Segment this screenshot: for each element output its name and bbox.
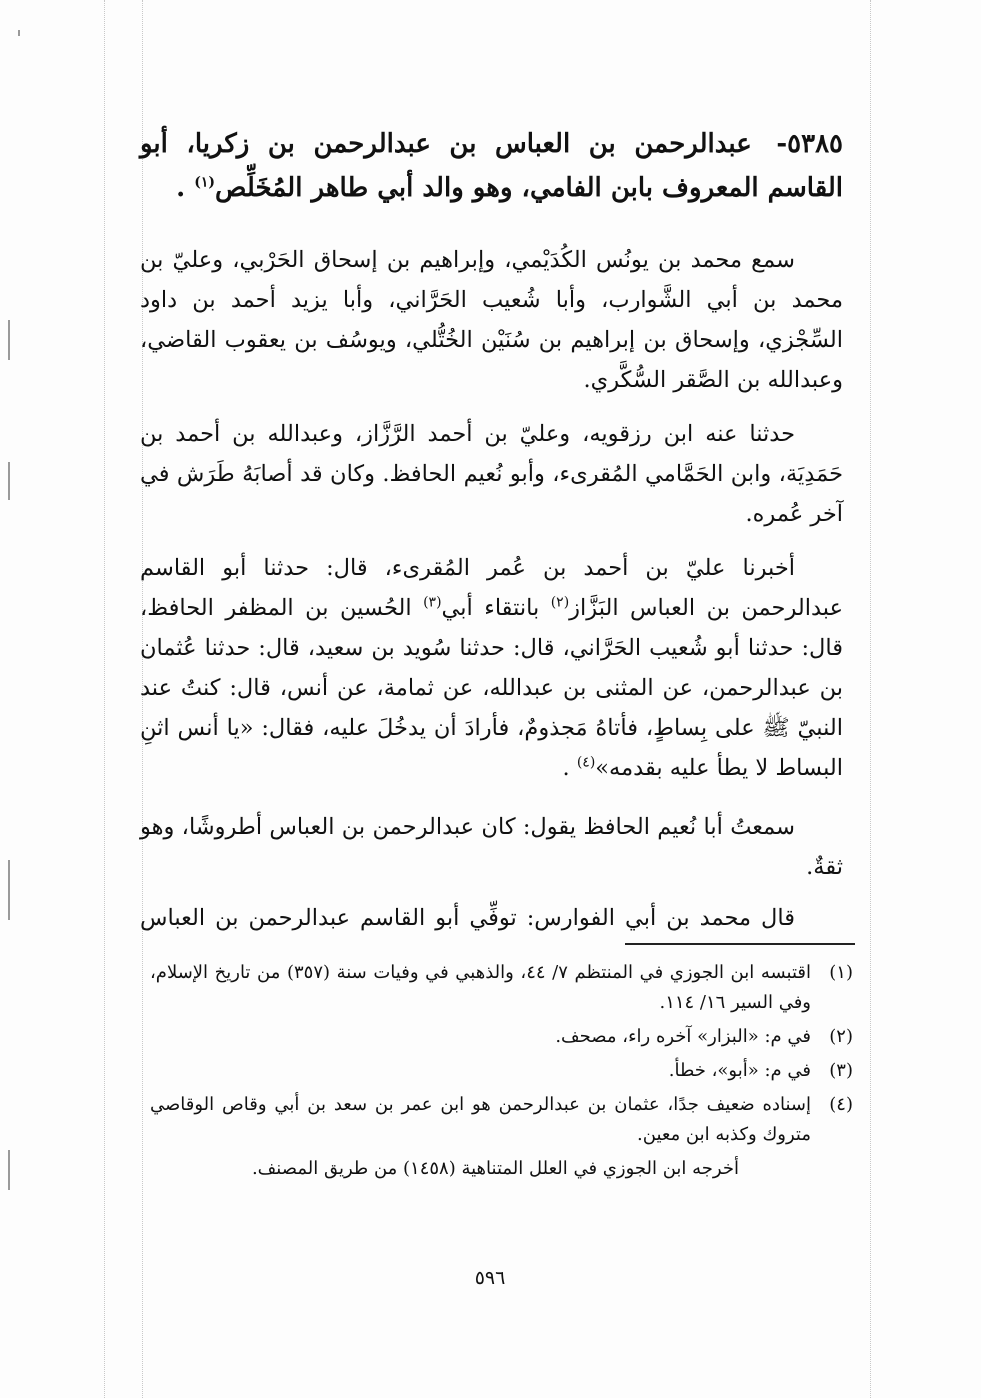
footnote-item [150, 1056, 853, 1086]
paragraph-grading: سمعتُ أبا نُعيم الحافظ يقول: كان عبدالرحمن بن العباس أطروشًا، وهو ثقةٌ. [140, 814, 843, 880]
scan-edge-mark [8, 320, 10, 360]
footnote-ref[interactable]: (١) [194, 174, 216, 191]
entry-heading [140, 122, 843, 210]
footnote-number: (٤) [829, 1094, 853, 1115]
entry-title-text: عبدالرحمن بن العباس بن عبدالرحمن بن زكريا، أبو القاسم المعروف بابن الفامي، وهو والد أبي طاهر المُخَلِّص [140, 129, 843, 203]
hadith-text-part: أخبرنا عليّ بن أحمد بن عُمر المُقرىء، قال: حدثنا أبو القاسم عبدالرحمن بن العباس البَزَّاز [140, 555, 844, 621]
footnote-number: (١) [829, 962, 853, 983]
hadith-text-part: الحُسين بن المظفر الحافظ، قال: حدثنا أبو شُعيب الحَرَّاني، قال: حدثنا سُويد بن سعيد، قال: حدثنا عُثمان بن عبدالرحمن، عن المثنى بن عبدالله، عن ثمامة، عن أنس، قال: كنتُ عند النبيّ ﷺ على بِساطٍ، فأتاهُ مَجذومٌ، فأرادَ أن يدخُلَ عليه، فقال: «يا أنس اثنِ البساط لا يطأ عليه بقدمه» [140, 595, 843, 781]
footnote-text: اقتبسه ابن الجوزي في المنتظم ٧/ ٤٤، والذهبي في وفيات سنة (٣٥٧) من تاريخ الإسلام، وفي السير ١٦/ ١١٤. [150, 962, 811, 1013]
scan-edge-mark [18, 30, 20, 36]
footnote-item [150, 1090, 853, 1150]
footnote-continuation: أخرجه ابن الجوزي في العلل المتناهية (١٤٥٨) من طريق المصنف. [251, 1158, 739, 1179]
footnote-ref[interactable]: (٤) [576, 754, 596, 771]
footnote-ref[interactable]: (٣) [423, 594, 442, 611]
paragraph-students: حدثنا عنه ابن رزقويه، وعليّ بن أحمد الرَّزَّاز، وعبدالله بن أحمد بن حَمَدِيَة، وابن الحَمَّامي المُقرىء، وأبو نُعيم الحافظ. وكان قد أصابَهُ طَرَش في آخر عُمره. [140, 421, 843, 527]
footnote-number: (٢) [829, 1026, 853, 1047]
scan-edge-mark [8, 462, 10, 500]
scan-edge-mark [8, 860, 10, 920]
footnote-item [150, 958, 853, 1018]
footnotes [150, 958, 853, 1184]
hadith-text-part: . [562, 755, 577, 781]
hadith-text-part: بانتقاء أبي [441, 595, 551, 621]
footnote-number: (٣) [829, 1060, 853, 1081]
paragraph-teachers: سمع محمد بن يونُس الكُدَيْمي، وإبراهيم بن إسحاق الحَرْبي، وعليّ بن محمد بن أبي الشَّوارب، وأبا شُعيب الحَرَّاني، وأبا يزيد أحمد بن داود السِّجْزي، وإسحاق بن إبراهيم بن سُنَيْن الخُتُّلي، ويوسُف بن يعقوب القاضي، وعبدالله بن الصَّقر السُّكَّري. [140, 247, 843, 393]
footnote-item [150, 1022, 853, 1052]
scan-dotted-line [870, 0, 871, 1398]
paragraph-death: قال محمد بن أبي الفوارس: توفِّي أبو القاسم عبدالرحمن بن العباس [140, 905, 795, 931]
footnote-ref[interactable]: (٢) [550, 594, 570, 611]
scan-edge-mark [8, 1150, 10, 1190]
footnote-text: في م: «أبو»، خطأ. [668, 1060, 811, 1081]
footnote-text: إسناده ضعيف جدًا، عثمان بن عبدالرحمن هو ابن عمر بن سعد بن أبي وقاص الوقاصي متروك وكذبه ابن معين. [150, 1094, 811, 1145]
entry-number: ٥٣٨٥- [776, 129, 843, 159]
entry-title-tail: . [176, 173, 195, 203]
footnote-divider [625, 943, 855, 945]
footnote-text: في م: «البزار» آخره راء، مصحف. [555, 1026, 811, 1047]
scan-dotted-line [104, 0, 105, 1398]
page-number: ٥٩٦ [474, 1267, 506, 1289]
paragraph-hadith [140, 548, 843, 788]
